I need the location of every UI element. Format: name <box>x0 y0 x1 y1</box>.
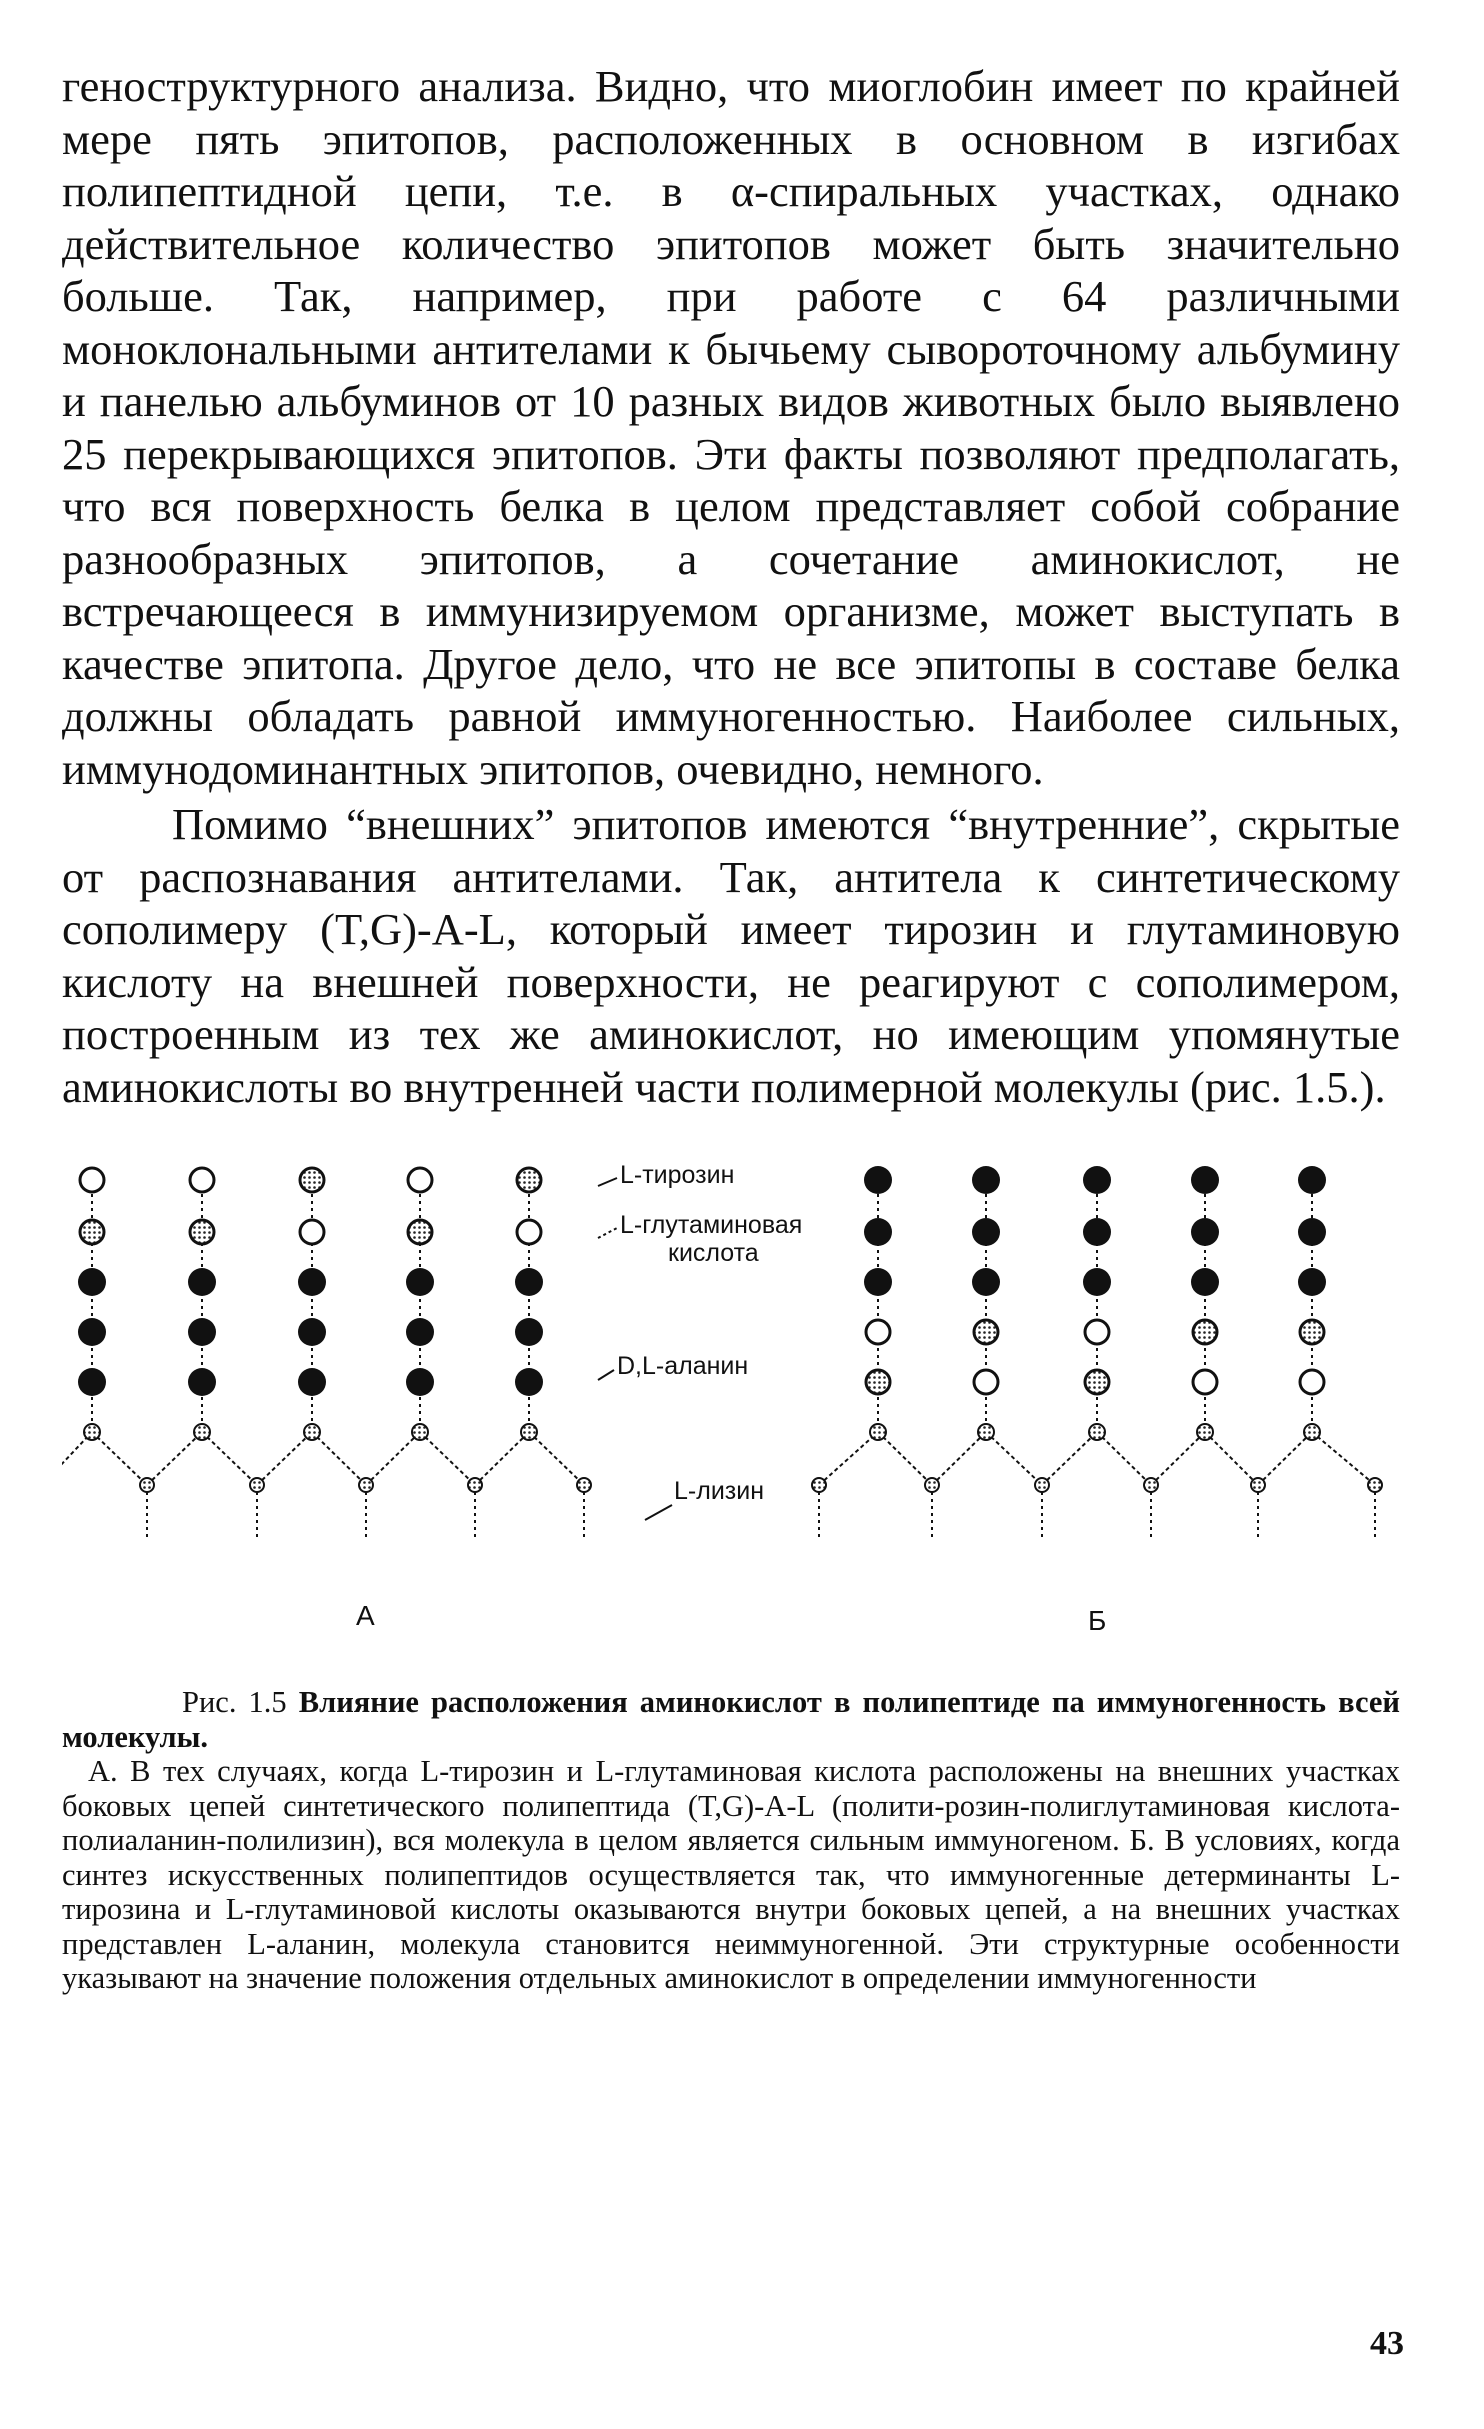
panel-b-backbone-segment <box>932 1432 986 1485</box>
panel-b-chain-tyrosine-residue <box>1300 1370 1324 1394</box>
panel-b-chain-tyrosine-residue <box>1193 1370 1217 1394</box>
panel-a-chain-alanine-residue <box>298 1368 326 1396</box>
panel-b-chain-alanine-residue <box>972 1268 1000 1296</box>
panel-b-chain-glutamic-residue <box>1085 1370 1109 1394</box>
panel-b-backbone-segment <box>986 1432 1042 1485</box>
caption-prefix: Рис. 1.5 <box>182 1685 299 1719</box>
panel-b-lysine-node <box>812 1478 826 1492</box>
body-text <box>62 60 1400 1113</box>
panel-b-backbone-segment <box>1312 1432 1375 1485</box>
panel-a-chain-lysine-residue <box>84 1424 100 1440</box>
panel-b-lysine-node <box>1144 1478 1158 1492</box>
panel-a-chain-alanine-residue <box>515 1368 543 1396</box>
panel-b-lysine-node <box>1035 1478 1049 1492</box>
panel-b-side-chains <box>864 1166 1326 1440</box>
panel-a-chain-tyrosine-residue <box>190 1168 214 1192</box>
panel-b-chain-alanine-residue <box>1083 1218 1111 1246</box>
panel-a-chain-glutamic-residue <box>190 1220 214 1244</box>
panel-a-chain-alanine-residue <box>406 1368 434 1396</box>
panel-a-backbone-segment <box>202 1432 257 1485</box>
label-tyrosine: L-тирозин <box>620 1161 735 1189</box>
panel-a-lysine-node <box>140 1478 154 1492</box>
panel-a-backbone-segment <box>366 1432 420 1485</box>
panel-b-chain-alanine-residue <box>1191 1218 1219 1246</box>
panel-a-label: А <box>356 1600 375 1631</box>
panel-b-chain-tyrosine-residue <box>866 1320 890 1344</box>
panel-a-side-chains <box>78 1168 543 1440</box>
panel-a-backbone <box>62 1432 591 1540</box>
panel-b-chain-alanine-residue <box>1083 1166 1111 1194</box>
panel-a-chain-lysine-residue <box>304 1424 320 1440</box>
panel-a-chain-lysine-residue <box>412 1424 428 1440</box>
panel-b-lysine-node <box>1251 1478 1265 1492</box>
panel-a-chain-tyrosine-residue <box>80 1168 104 1192</box>
panel-a-lysine-node <box>250 1478 264 1492</box>
panel-a-backbone-segment <box>62 1432 92 1485</box>
panel-b-chain-alanine-residue <box>1191 1268 1219 1296</box>
label-glutamic-line1: L-глутаминовая <box>620 1211 803 1239</box>
figure-1-5 <box>62 1150 1402 1650</box>
panel-a-chain-tyrosine-residue <box>517 1220 541 1244</box>
panel-a-lysine-node <box>577 1478 591 1492</box>
panel-b-chain-alanine-residue <box>864 1166 892 1194</box>
panel-a-backbone-segment <box>475 1432 529 1485</box>
panel-a-chain-alanine-residue <box>515 1268 543 1296</box>
panel-b-backbone-segment <box>1042 1432 1097 1485</box>
panel-a-chain-glutamic-residue <box>300 1168 324 1192</box>
panel-b-chain-alanine-residue <box>1298 1218 1326 1246</box>
legend-labels <box>598 1161 802 1520</box>
panel-b-chain-alanine-residue <box>1298 1268 1326 1296</box>
panel-b-chain-lysine-residue <box>1197 1424 1213 1440</box>
panel-b-label: Б <box>1088 1605 1107 1636</box>
panel-b-backbone-segment <box>1205 1432 1258 1485</box>
panel-b-backbone <box>812 1432 1382 1540</box>
panel-a-chain-alanine-residue <box>406 1268 434 1296</box>
panel-a-backbone-segment <box>147 1432 202 1485</box>
panel-a-chain-tyrosine-residue <box>408 1168 432 1192</box>
panel-a-chain-alanine-residue <box>188 1368 216 1396</box>
panel-a-chain-glutamic-residue <box>517 1168 541 1192</box>
panel-b-chain-lysine-residue <box>1089 1424 1105 1440</box>
caption-body: А. В тех случаях, когда L-тирозин и L-глутаминовая кислота расположены на внешних участках боковых цепей синтетического полипептида (T,G)-A-L (полити-розин-полиглутаминовая кислота-полиаланин-полилизин), вся молекула в целом является сильным иммуногеном. Б. В условиях, когда синтез искусственных полипептидов осуществляется так, что иммуногенные детерминанты L-тирозина и L-глутаминовой кислоты оказываются внутри боковых цепей, а на внешних участках представлен L-аланин, молекула становится неиммуногенной. Эти структурные особенности указывают на значение положения отдельных аминокислот в определении иммуногенности <box>62 1754 1400 1995</box>
panel-b-chain-alanine-residue <box>972 1166 1000 1194</box>
page-number: 43 <box>1370 2325 1404 2362</box>
panel-a-chain-alanine-residue <box>298 1268 326 1296</box>
label-lysine: L-лизин <box>674 1477 765 1505</box>
caption-title: Влияние расположения аминокислот в полипептиде па иммуногенность всей молекулы. <box>62 1685 1400 1754</box>
panel-a-chain-alanine-residue <box>188 1268 216 1296</box>
panel-a-chain-alanine-residue <box>406 1318 434 1346</box>
panel-b-backbone-segment <box>819 1432 878 1485</box>
panel-a-chain-lysine-residue <box>521 1424 537 1440</box>
panel-b-chain-lysine-residue <box>870 1424 886 1440</box>
panel-a-backbone-segment <box>529 1432 584 1485</box>
paragraph-1: геноструктурного анализа. Видно, что миоглобин имеет по крайней мере пять эпитопов, расположенных в основном в изгибах полипептидной цепи, т.е. в α-спиральных участках, однако действительное количество эпитопов может быть значительно больше. Так, например, при работе с 64 различными моноклональными антителами к бычьему сывороточному альбумину и панелью альбуминов от 10 разных видов животных было выявлено 25 перекрывающихся эпитопов. Эти факты позволяют предполагать, что вся поверхность белка в целом представляет собой собрание разнообразных эпитопов, а сочетание аминокислот, не встречающееся в иммунизируемом организме, может выступать в качестве эпитопа. Другое дело, что не все эпитопы в составе белка должны обладать равной иммуногенностью. Наиболее сильных, иммунодоминантных эпитопов, очевидно, немного. <box>62 61 1400 794</box>
panel-b-chain-lysine-residue <box>978 1424 994 1440</box>
panel-b-lysine-node <box>925 1478 939 1492</box>
panel-b-backbone-segment <box>1258 1432 1312 1485</box>
panel-a-backbone-segment <box>312 1432 366 1485</box>
panel-b-chain-alanine-residue <box>1298 1166 1326 1194</box>
paragraph-2: Помимо “внешних” эпитопов имеются “внутренние”, скрытые от распознавания антителами. Так, антитела к синтетическому сополимеру (T,G)-A-L, который имеет тирозин и глутаминовую кислоту на внешней поверхности, не реагируют с сополимером, построенным из тех же аминокислот, но имеющим упомянутые аминокислоты во внутренней части полимерной молекулы (рис. 1.5.). <box>62 799 1400 1112</box>
panel-a-lysine-node <box>359 1478 373 1492</box>
panel-b-chain-alanine-residue <box>864 1218 892 1246</box>
panel-b-chain-glutamic-residue <box>1193 1320 1217 1344</box>
polypeptide-diagram <box>62 1150 1402 1650</box>
panel-a-chain-alanine-residue <box>78 1368 106 1396</box>
panel-b-chain-lysine-residue <box>1304 1424 1320 1440</box>
panel-a-chain-alanine-residue <box>78 1268 106 1296</box>
panel-b-chain-alanine-residue <box>864 1268 892 1296</box>
panel-b-backbone-segment <box>878 1432 932 1485</box>
panel-a-chain-tyrosine-residue <box>300 1220 324 1244</box>
figure-caption <box>62 1685 1400 1996</box>
panel-b-chain-alanine-residue <box>1083 1268 1111 1296</box>
panel-a-lysine-node <box>468 1478 482 1492</box>
panel-a-chain-alanine-residue <box>515 1318 543 1346</box>
panel-b-chain-alanine-residue <box>1191 1166 1219 1194</box>
panel-a-backbone-segment <box>420 1432 475 1485</box>
panel-b-backbone-segment <box>1151 1432 1205 1485</box>
panel-b-lysine-node <box>1368 1478 1382 1492</box>
panel-b-chain-glutamic-residue <box>974 1320 998 1344</box>
panel-b-chain-tyrosine-residue <box>974 1370 998 1394</box>
panel-a-chain-glutamic-residue <box>408 1220 432 1244</box>
panel-a-chain-glutamic-residue <box>80 1220 104 1244</box>
panel-b-chain-tyrosine-residue <box>1085 1320 1109 1344</box>
panel-a-chain-alanine-residue <box>188 1318 216 1346</box>
panel-a-backbone-segment <box>92 1432 147 1485</box>
panel-b-backbone-segment <box>1097 1432 1151 1485</box>
panel-a-chain-lysine-residue <box>194 1424 210 1440</box>
label-glutamic-line2: кислота <box>668 1239 759 1267</box>
panel-a-chain-alanine-residue <box>298 1318 326 1346</box>
panel-a-backbone-segment <box>257 1432 312 1485</box>
label-alanine: D,L-аланин <box>617 1352 749 1380</box>
panel-a-chain-alanine-residue <box>78 1318 106 1346</box>
panel-b-chain-glutamic-residue <box>1300 1320 1324 1344</box>
panel-b-chain-alanine-residue <box>972 1218 1000 1246</box>
panel-b-chain-glutamic-residue <box>866 1370 890 1394</box>
